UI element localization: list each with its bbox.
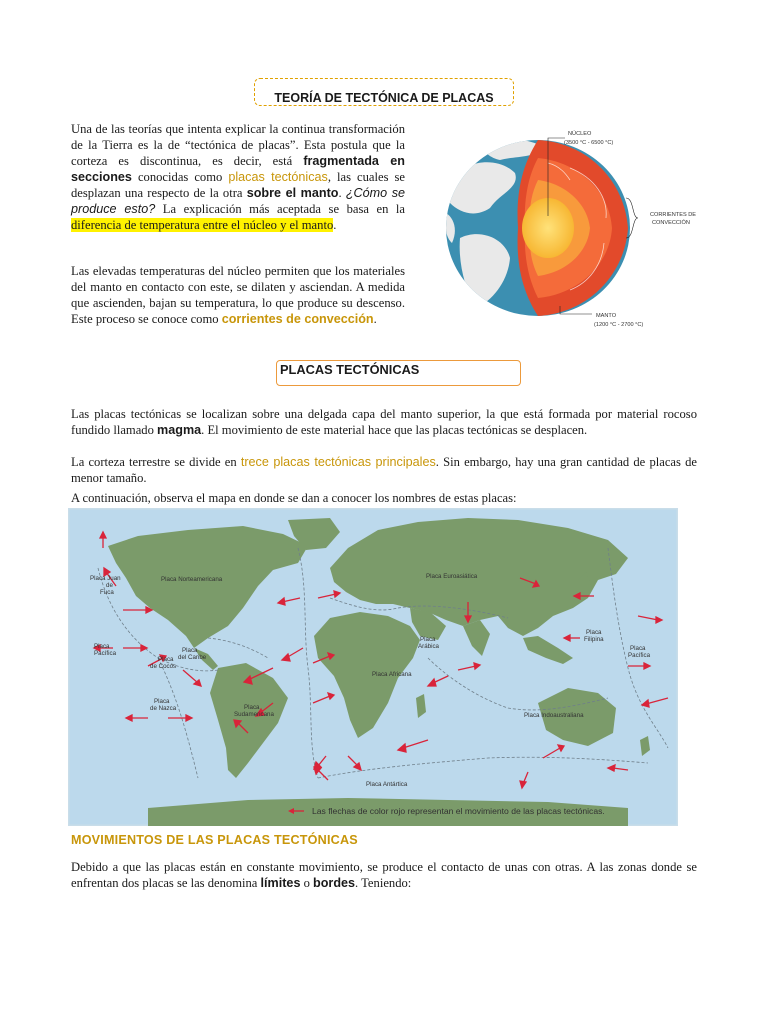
caption-text: Las flechas de color rojo representan el movimiento de las placas tectónicas. [312,806,605,816]
text-run: A continuación, observa el mapa en donde se dan a conocer los nombres de estas placas: [71,491,517,505]
map-caption [288,806,605,816]
tectonic-plates-map [68,508,678,826]
placas-paragraph-2 [71,454,697,486]
bold-limites: límites [260,876,301,890]
highlight-placas-tectonicas: placas tectónicas [228,170,328,184]
text-run: . Sin embargo, hay una gran cantidad de placas de menor tamaño. [71,455,697,485]
label-nucleo: NÚCLEO [568,131,592,137]
label-caribe-2: del Caribe [178,654,207,661]
label-euroasiatica: Placa Euroasiática [426,573,478,580]
label-cocos-2: de Cocos [150,663,177,670]
intro-paragraph-1 [71,121,405,233]
movimientos-paragraph [71,859,697,891]
label-juan-de-fuca-2: de [106,582,113,589]
label-juan-de-fuca-3: Fuca [100,589,114,596]
label-juan-de-fuca-1: Placa Juan [90,575,121,582]
label-manto: MANTO [596,313,617,319]
label-caribe-1: Placa [182,647,198,654]
section-title-text: MOVIMIENTOS DE LAS PLACAS TECTÓNICAS [71,833,358,847]
label-corrientes-2: CONVECCIÓN [652,220,690,226]
text-run: . El movimiento de este material hace que las placas tectónicas se desplacen. [201,423,588,437]
section-title-text: PLACAS TECTÓNICAS [280,362,420,377]
earth-structure-figure [420,118,700,336]
text-run: Las placas tectónicas se localizan sobre una delgada capa del manto superior, la que está formada por material rocoso fundido llamado [71,407,697,437]
bold-bordes: bordes [313,876,356,890]
label-nucleo-temp: (3500 °C - 6500 °C) [564,140,614,146]
intro-paragraph-2 [71,263,405,327]
text-run: Las elevadas temperaturas del núcleo permiten que los materiales del manto en contacto con este, se dilaten y asciendan. A medida que ascienden, bajan su temperatura, lo que produce su descenso. Este proceso se conoce como [71,264,405,326]
label-cocos-1: Placa [158,656,174,663]
text-run: conocidas como [131,170,229,184]
label-arabica-1: Placa [420,636,436,643]
label-nazca-2: de Nazca [150,705,177,712]
section-title-text: TEORÍA DE TECTÓNICA DE PLACAS [274,91,494,105]
label-corrientes-1: CORRIENTES DE [650,212,696,218]
label-pacifica-w-1: Placa [94,643,110,650]
label-africana: Placa Africana [372,671,412,678]
section-title-teoria [254,78,514,106]
label-filipina-2: Filipina [584,636,604,643]
text-run: La corteza terrestre se divide en [71,455,241,469]
placas-paragraph-3 [71,490,697,506]
section-title-placas [276,360,521,386]
label-nazca-1: Placa [154,698,170,705]
bold-magma: magma [157,423,202,437]
highlight-trece-placas: trece placas tectónicas principales [240,455,436,469]
text-run: Debido a que las placas están en constante movimiento, se produce el contacto de unas con otras. A las zonas donde se enfrentan dos placas se las denomina [71,860,697,890]
label-norteamericana: Placa Norteamericana [161,576,223,583]
highlight-diferencia-temperatura: diferencia de temperatura entre el núcleo y el manto [71,218,334,232]
label-pacifica-w-2: Pacífica [94,650,117,657]
text-run: . [333,218,337,232]
label-antartica: Placa Antártica [366,781,408,788]
text-run: . [338,186,346,200]
label-manto-temp: (1200 °C - 2700 °C) [594,322,644,328]
text-run: Una de las teorías que intenta explicar la continua transformación de la Tierra es la de “tectónica de placas”. Esta postula que la corteza es discontinua, es decir, está [71,122,405,168]
italic-question: ¿Cómo se produce esto? [71,186,405,216]
text-run: . [373,312,377,326]
label-filipina-1: Placa [586,629,602,636]
highlight-corrientes-conveccion: corrientes de convección [221,312,374,326]
label-indoaustraliana: Placa Indoaustraliana [524,712,584,719]
bold-sobre-el-manto: sobre el manto [246,186,339,200]
text-run: o [300,876,314,890]
label-sudamericana-1: Placa [244,704,260,711]
section-title-movimientos [71,833,358,847]
text-run: , las cuales se desplazan una respecto de la otra [71,170,405,200]
label-arabica-2: Arábica [418,643,439,650]
label-sudamericana-2: Sudamericana [234,711,274,718]
label-pacifica-e-2: Pacífica [628,652,651,659]
placas-paragraph-1 [71,406,697,438]
text-run: La explicación más aceptada se basa en la [155,202,406,216]
label-pacifica-e-1: Placa [630,645,646,652]
text-run: . Teniendo: [355,876,412,890]
bold-fragmentada: fragmentada en secciones [71,154,406,184]
